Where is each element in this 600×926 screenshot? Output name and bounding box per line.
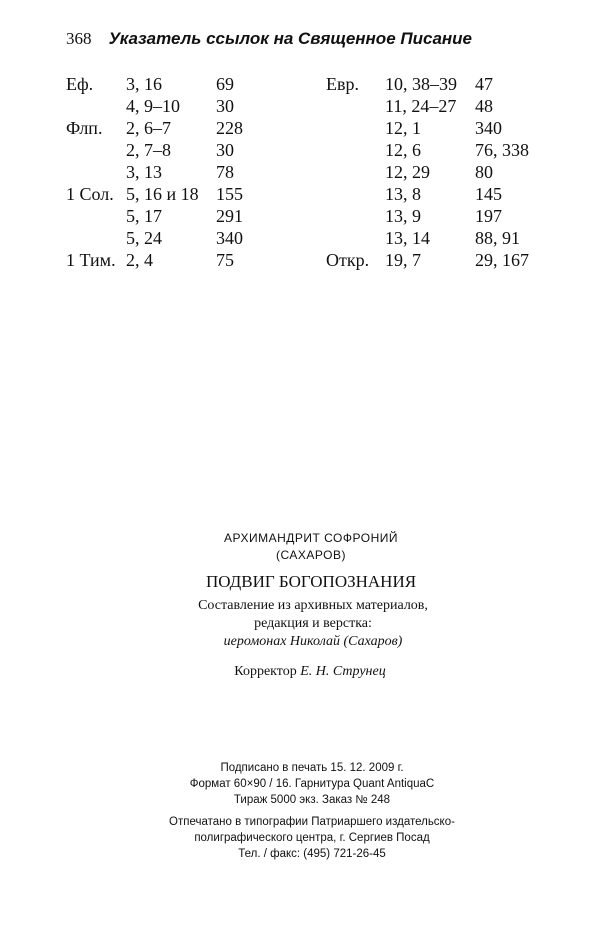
- index-column-right: [326, 73, 546, 271]
- index-reference: 4, 9–10: [126, 96, 180, 116]
- index-row: [66, 205, 306, 227]
- index-pages: 145: [475, 184, 502, 204]
- index-pages: 69: [216, 74, 234, 94]
- index-reference: 10, 38–39: [385, 74, 457, 94]
- author-surname: (САХАРОВ): [276, 548, 346, 562]
- index-book: Еф.: [66, 74, 94, 94]
- imprint-phone: Тел. / факс: (495) 721-26-45: [238, 848, 386, 860]
- index-reference: 2, 7–8: [126, 140, 171, 160]
- corrector-credit: [20, 663, 600, 681]
- index-reference: 12, 29: [385, 162, 430, 182]
- index-reference: 13, 8: [385, 184, 421, 204]
- index-pages: 47: [475, 74, 493, 94]
- index-row: [66, 73, 306, 95]
- index-reference: 13, 14: [385, 228, 430, 248]
- index-pages: 340: [475, 118, 502, 138]
- imprint-printed-line-2: полиграфического центра, г. Сергиев Посад: [194, 832, 430, 844]
- index-row: [326, 227, 546, 249]
- index-row: [326, 161, 546, 183]
- index-pages: 30: [216, 96, 234, 116]
- index-reference: 11, 24–27: [385, 96, 457, 116]
- index-book: Откр.: [326, 250, 370, 270]
- index-row: [326, 249, 546, 271]
- compiled-line-1: Составление из архивных материалов,: [198, 598, 428, 613]
- index-reference: 5, 24: [126, 228, 162, 248]
- imprint-signed: Подписано в печать 15. 12. 2009 г.: [220, 762, 404, 774]
- index-pages: 29, 167: [475, 250, 529, 270]
- index-row: [66, 249, 306, 271]
- author-name: АРХИМАНДРИТ СОФРОНИЙ: [223, 531, 399, 545]
- index-reference: 3, 13: [126, 162, 162, 182]
- compiler-name: иеромонах Николай (Сахаров): [223, 634, 403, 649]
- index-row: [66, 227, 306, 249]
- corrector-name: Е. Н. Струнец: [300, 664, 386, 679]
- index-pages: 78: [216, 162, 234, 182]
- index-reference: 5, 17: [126, 206, 162, 226]
- index-pages: 291: [216, 206, 243, 226]
- index-row: [326, 183, 546, 205]
- compilation-credits: [26, 597, 600, 651]
- index-row: [326, 205, 546, 227]
- index-reference: 3, 16: [126, 74, 162, 94]
- index-pages: 197: [475, 206, 502, 226]
- index-pages: 340: [216, 228, 243, 248]
- index-pages: 76, 338: [475, 140, 529, 160]
- index-row: [326, 117, 546, 139]
- index-pages: 80: [475, 162, 493, 182]
- index-row: [326, 95, 546, 117]
- book-title: ПОДВИГ БОГОПОЗНАНИЯ: [205, 572, 417, 591]
- page-header: [66, 29, 472, 53]
- index-row: [326, 139, 546, 161]
- index-reference: 12, 6: [385, 140, 421, 160]
- index-pages: 155: [216, 184, 243, 204]
- imprint-print-run: Тираж 5000 экз. Заказ № 248: [233, 794, 391, 806]
- index-column-left: [66, 73, 306, 271]
- index-reference: 2, 4: [126, 250, 153, 270]
- index-row: [66, 183, 306, 205]
- index-reference: 5, 16 и 18: [126, 184, 199, 204]
- index-pages: 48: [475, 96, 493, 116]
- index-row: [66, 161, 306, 183]
- index-book: 1 Тим.: [66, 250, 116, 270]
- index-pages: 30: [216, 140, 234, 160]
- colophon: [0, 530, 600, 681]
- index-reference: 2, 6–7: [126, 118, 171, 138]
- index-reference: 12, 1: [385, 118, 421, 138]
- index-row: [326, 73, 546, 95]
- index-row: [66, 139, 306, 161]
- page-number: 368: [66, 29, 92, 48]
- index-row: [66, 95, 306, 117]
- index-reference: 19, 7: [385, 250, 421, 270]
- index-row: [66, 117, 306, 139]
- index-book: Евр.: [326, 74, 359, 94]
- index-pages: 228: [216, 118, 243, 138]
- index-book: 1 Сол.: [66, 184, 114, 204]
- imprint-printed-line-1: Отпечатано в типографии Патриаршего издательско-: [169, 816, 455, 828]
- index-reference: 13, 9: [385, 206, 421, 226]
- imprint-format: Формат 60×90 / 16. Гарнитура Quant AntiquaC: [189, 778, 435, 790]
- index-pages: 88, 91: [475, 228, 520, 248]
- corrector-label: Корректор: [234, 664, 297, 679]
- compiled-line-2: редакция и верстка:: [254, 616, 372, 631]
- imprint: [0, 760, 600, 862]
- index-pages: 75: [216, 250, 234, 270]
- index-book: Флп.: [66, 118, 103, 138]
- running-title: Указатель ссылок на Священное Писание: [108, 29, 472, 48]
